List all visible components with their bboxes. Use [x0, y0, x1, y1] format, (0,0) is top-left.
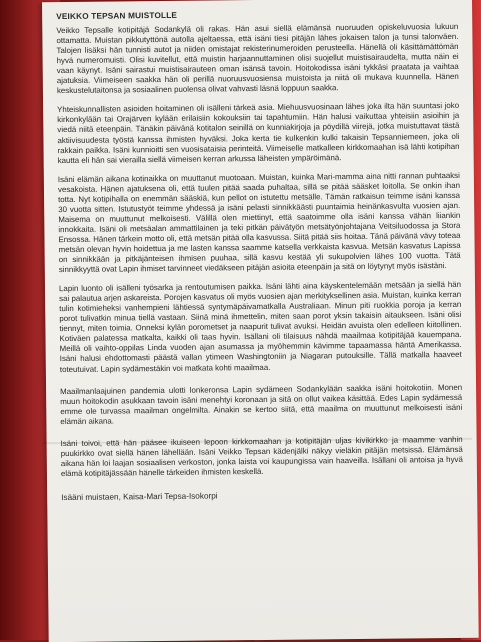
paragraph-5: Maailmanlaajuinen pandemia ulotti lonkeronsa Lapin sydämeen Sodankylään saakka isäni hoitokotiin. Monen muun hoitokodin asukkaan tavoin isäni menehtyi koronaan ja sitä on ollut vaikea käsittää. Edes Lapin sydämessä emme ole turvassa maailman ongelmilta. Ainakin se kertoo siitä, että maailma on muuttunut melkoisesti isäni elämän aikana.	[60, 382, 463, 426]
signature: Isääni muistaen, Kaisa-Mari Tepsa-Isokorpi	[61, 491, 218, 502]
paragraph-6: Isäni toivoi, että hän pääsee ikuiseen lepoon kirkkomaahan ja kotipitäjän uljas kivikirkko ja maamme vanhin puukirkko ovat siellä hänen lähellään. Isäni Veikko Tepsan kädenjälki näkyy vieläkin pitäjän metsissä. Elämänsä aikana hän loi laajan sosiaalisen verkoston, jonka laista voi kaupungissa vain haaveilla. Isällani oli antoisa ja hyvä elämä kotipitäjässään hänelle tärkeiden ihmisten keskellä.	[60, 434, 463, 478]
paragraph-1: Veikko Tepsalle kotipitäjä Sodankylä oli rakas. Hän asui siellä elämänsä nuoruuden opiskeluvuosia lukuun ottamatta. Muistan pikkutyttönä autolla ajeltaessa, että isäni tiesi pitäjän lähes jokaisen talon ja tunsi talonväen. Talojen lisäksi hän tunnisti autot ja niiden omistajat rekisterinumeroiden perusteella. Hänellä oli käsittämättömän hyvä numeromuisti. Olisi kuvitellut, että muistin harjaannuttaminen olisi suojellut muistisairaudelta, mutta näin ei vaan käynyt. Isäni sairastui muistisairauteen oman isänsä tavoin. Hoitokodissa isäni tykkäsi praatata ja vaihtaa ajatuksia. Viimeiseen saakka hän oli perillä nuoruusvuosiensa muistoista ja niitä oli mukava kuunnella. Hänen keskustelutaitonsa ja sosiaalinen puolensa olivat vahvasti läsnä loppuun saakka.	[56, 21, 459, 96]
paragraph-3: Isäni elämän aikana kotinaikka on muuttanut muotoaan. Muistan, kuinka Mari-mamma aina nitti rannan puhtaaksi vesakoista. Hänen ajatuksena oli, että tuulen pitää saada puhaltaa, sillä se pitää sääsket loitolla. Se onkin ihan totta. Nyt kotipihalla on enemmän sääskiä, kun pellot on istutettu metsälle. Tämän ratkaisun teimme isäni kanssa 30 vuotta sitten. Istutustyöt teimme yhdessä ja isäni pelasti sinnikkäästi puuntaimia heinänkasvulta vuosien ajan. Maisema on muuttunut melkoisesti. Välillä olen miettinyt, että saatoimme olla isäni kanssa vähän liiankin innokkaita. Isäni oli metsäalan ammattilainen ja teki pitkän päivätyön metsätyönjohtajana Veitsiluodossa ja Stora Ensossa. Hänen tärkein motto oli, että metsän pitää olla kasvussa. Siitä pitää siis hoitaa. Tänä päivänä vävy toteaa metsän olevan hyvin hoidettua ja me lasten kanssa saamme katsella verkkaista kasvua. Metsän kasvatus Lapissa on sinnikkään ja pitkäjänteisen ihmisen puuhaa, sillä kasvu kestää yli sukupolvien lähes 100 vuotta. Tätä sinnikkyyttä ovat Lapin ihmiset tarvinneet viedäkseen pitäjän asioita eteenpäin ja sitä on löytynyt myös isästäni.	[57, 170, 461, 275]
document-title: VEIKKO TEPSAN MUISTOLLE	[56, 10, 178, 22]
memorial-paper	[42, 0, 479, 642]
paragraph-4: Lapin luonto oli isälleni työsarka ja rentoutumisen paikka. Isäni lähti aina käyskentelemään metsään ja siellä hän sai palautua arjen askareista. Porojen kasvatus oli myös vuosien ajan merkityksellinen asia. Muistan, kuinka kerran tulin kotimieheksi vanhempieni lähtiessä syntymäpäivamatkalla Australiaan. Minun piti ruokkia poroja ja kerran porot tulivatkin minua tiellä vastaan. Siinä minä ihmettelin, miten saan porot yksin takaisin aitaukseen. Isäni olisi tiennyt, miten toimia. Onneksi kylän porometset ja naapurit tulivat avuksi. Heidän avuista olen edelleen kiitollinen. Kotiväen palatessa matkalta, kaikki oli taas hyvin. Isällani oli tilaisuus nähdä maailmaa kotipitäjää kauempana. Meillä oli vaihto-oppilas Linda vuoden ajan asumassa ja myöhemmin kävimme tapaamassa häntä Amerikassa. Isäni halusi ehdottomasti päästä vallan ytimeen Washingtoniin ja Niagaran putouksille. Tällä matkalla haaveet toteutuivat. Lapin sydämestäkin voi matkata kohti maailmaa.	[58, 280, 462, 374]
paragraph-2: Yhteiskunnallisten asioiden hoitaminen oli isälleni tärkeä asia. Miehuusvuosinaan lähes joka ilta hän suuntasi joko kirkonkylään tai Orajärven kylään erilaisiin kokouksiin tai tapahtumiin. Hän halusi vaikuttaa yhteisiin asioihin ja viedä niitä eteenpäin. Tänäkin päivänä kotitalon seinillä on kunniakirjoja ja pöydillä viirejä, jotka muistuttavat tästä aktiivisuudesta työstä kanssa ihmisten hyväksi. Joka kerta tie kulkenkin kulki takaisin Tepsanniemeen, joka oli rakkain paikka. Isäni kunnioitti sen vuosisataisia perinteitä. Viimeiselle matkalleen kirkkomaahan isä lähti kotipihan kautta eli hän sai vierailla siellä viimeisen kerran arkussa läheisten ympäröimänä.	[57, 101, 460, 165]
